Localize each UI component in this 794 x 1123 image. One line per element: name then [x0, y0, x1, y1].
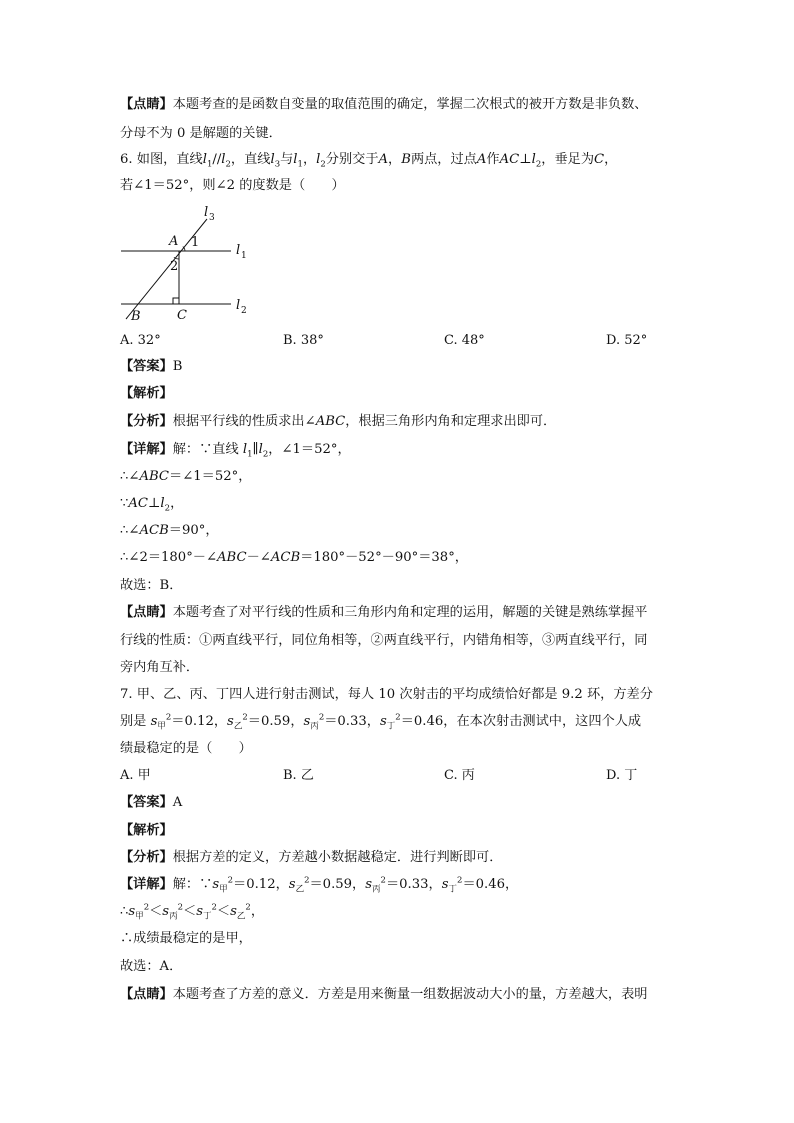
label-a: A — [169, 234, 179, 249]
q7-option-c: C. 丙 — [444, 768, 475, 783]
q7-analysis-heading: 【解析】 — [120, 823, 173, 838]
q6-detail-line1: 【详解】解：∵直线 $l_1\parallel l_2$，∠1＝52°， — [120, 442, 351, 460]
point-tag: 【点睛】 — [120, 97, 173, 112]
q7-fenxi: 【分析】根据方差的定义，方差越小数据越稳定．进行判断即可． — [120, 850, 503, 865]
label-l2: l — [236, 298, 241, 313]
svg-text:2: 2 — [241, 306, 247, 316]
right-angle-mark — [173, 298, 179, 304]
parallel-lines-figure — [115, 202, 265, 322]
q6-option-b: B. 38° — [283, 333, 324, 348]
q7-answer: 【答案】A — [120, 795, 183, 810]
q6-option-d: D. 52° — [606, 333, 648, 348]
q6-fenxi: 【分析】根据平行线的性质求出∠ABC，根据三角形内角和定理求出即可． — [120, 414, 557, 429]
q7-option-b: B. 乙 — [283, 768, 314, 783]
q5-point-line1: 【点睛】本题考查的是函数自变量的取值范围的确定，掌握二次根式的被开方数是非负数、 — [120, 97, 648, 112]
q6-detail-line2: ∴∠ABC＝∠1＝52°， — [120, 469, 252, 484]
q7-option-d: D. 丁 — [606, 768, 638, 783]
q7-point-line1: 【点睛】本题考查了方差的意义．方差是用来衡量一组数据波动大小的量，方差越大，表明 — [120, 987, 648, 1002]
label-c: C — [177, 308, 187, 322]
q7-stem-line1: 7. 甲、乙、丙、丁四人进行射击测试，每人 10 次射击的平均成绩恰好都是 9.2 环，方差分 — [120, 687, 653, 702]
q6-option-c: C. 48° — [444, 333, 485, 348]
label-angle-1: 1 — [191, 235, 200, 250]
q6-stem-line1: 6. 如图，直线$l_1//l_2$，直线$l_3$与$l_1$，$l_2$分别交于A，B两点，过点A作$AC\perp l_2$，垂足为C， — [120, 152, 618, 170]
q6-analysis-heading: 【解析】 — [120, 386, 173, 401]
label-angle-2: 2 — [170, 259, 179, 274]
label-b: B — [131, 309, 141, 322]
svg-text:3: 3 — [209, 213, 215, 223]
q6-point-line2: 行线的性质：①两直线平行，同位角相等，②两直线平行，内错角相等，③两直线平行，同 — [120, 633, 648, 648]
q7-detail-line3: ∴成绩最稳定的是甲， — [120, 931, 252, 946]
q6-choose: 故选：B． — [120, 578, 183, 593]
question-number: 7. — [120, 687, 133, 702]
label-l3: l — [204, 205, 209, 220]
q7-stem-line2: 别是 $s_甲^2=0.12$，$s_乙^2=0.59$，$s_丙^2=0.33$，$s_丁^2=0.46$，在本次射击测试中，这四个人成 — [120, 712, 642, 732]
q7-choose: 故选：A． — [120, 959, 183, 974]
q6-point-line1: 【点睛】本题考查了对平行线的性质和三角形内角和定理的运用，解题的关键是熟练掌握平 — [120, 605, 648, 620]
q7-detail-line2: $\therefore s_甲^2<s_丙^2<s_丁^2<s_乙^2$， — [120, 902, 265, 922]
q7-stem-line3: 绩最稳定的是（ ） — [120, 741, 252, 756]
q6-detail-line4: ∴∠ACB＝90°， — [120, 523, 219, 538]
q7-option-a: A. 甲 — [120, 768, 151, 783]
question-number: 6. — [120, 152, 133, 167]
q7-detail-line1: 【详解】解：$\because s_甲^2=0.12$，$s_乙^2=0.59$，$s_丙^2=0.33$，$s_丁^2=0.46$， — [120, 875, 519, 895]
q6-option-a: A. 32° — [120, 333, 161, 348]
q5-point-line2: 分母不为 0 是解题的关键． — [120, 126, 282, 141]
q6-detail-line5: ∴∠2＝180°－∠ABC－∠ACB＝180°－52°－90°＝38°， — [120, 550, 468, 565]
label-l1: l — [236, 243, 241, 258]
q6-detail-line3: $\because AC\perp l_2$， — [120, 496, 184, 514]
q6-answer: 【答案】B — [120, 359, 183, 374]
q6-point-line3: 旁内角互补． — [120, 660, 200, 675]
svg-text:1: 1 — [241, 251, 247, 261]
q6-stem-line2: 若∠1＝52°，则∠2 的度数是（ ） — [120, 178, 345, 193]
